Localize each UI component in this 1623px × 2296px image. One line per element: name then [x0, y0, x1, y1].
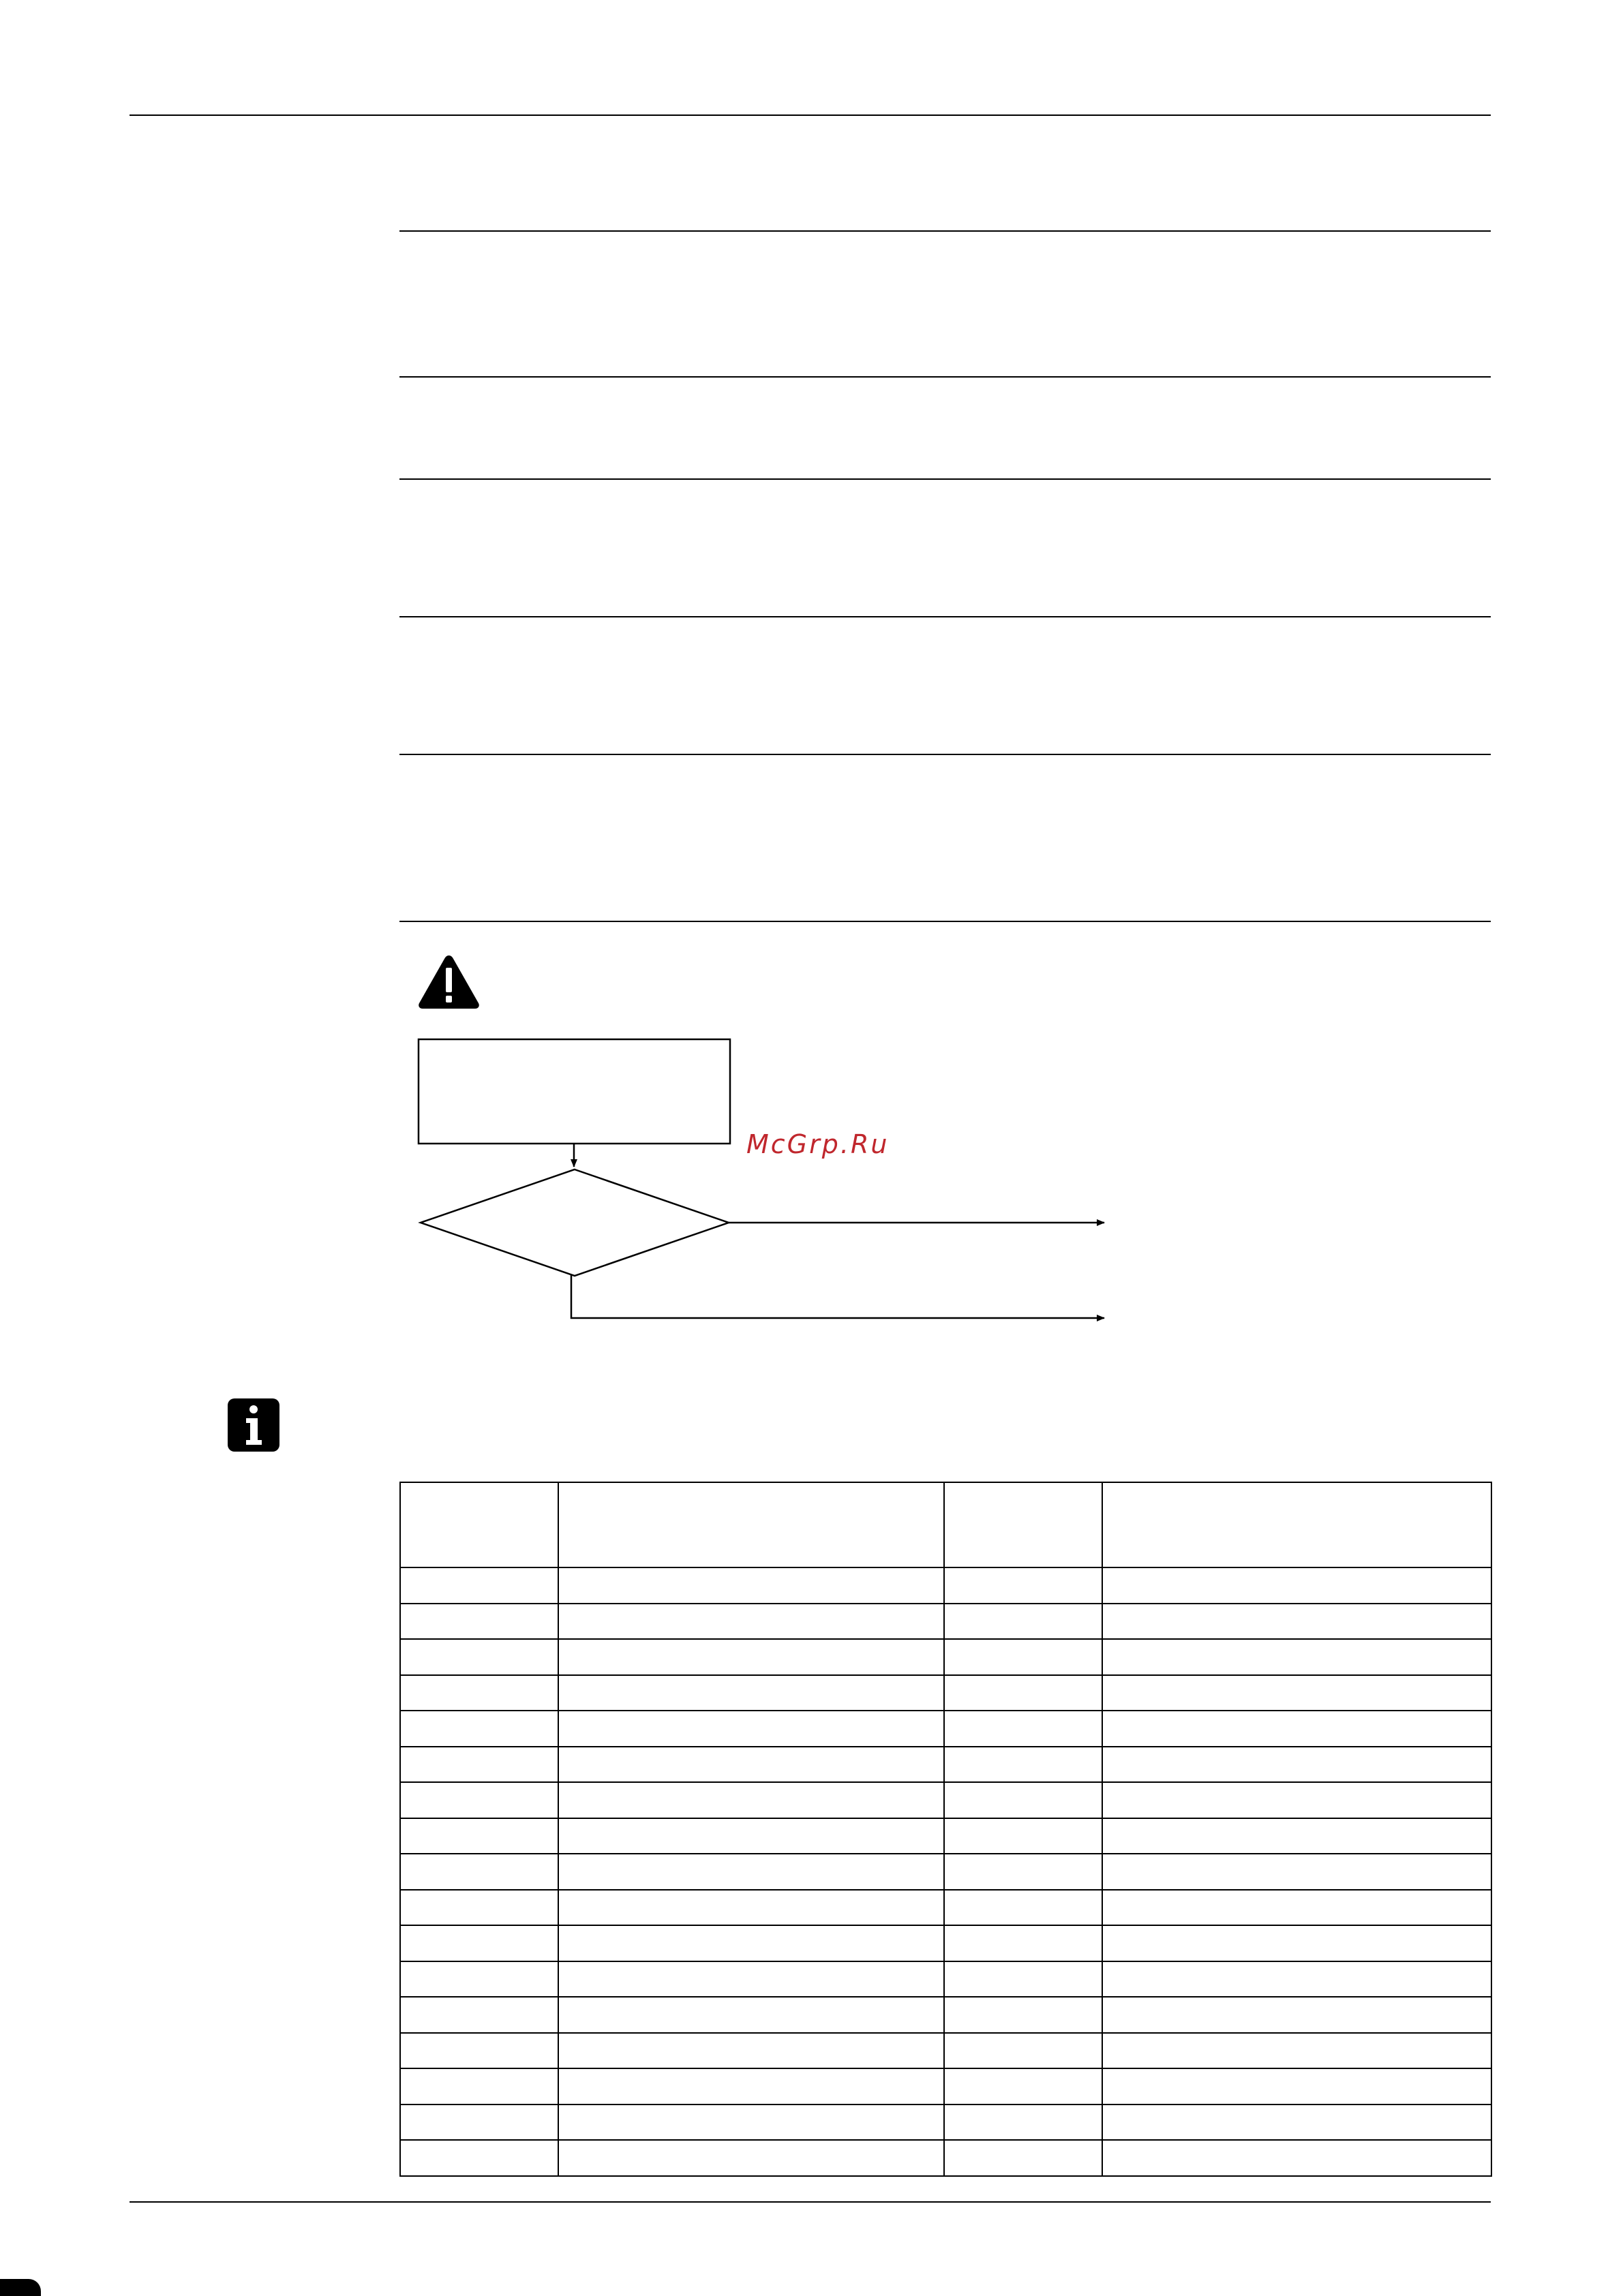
table-row: [400, 1818, 1491, 1854]
table-header-cell: [400, 1482, 558, 1567]
table-cell: [558, 1747, 944, 1783]
table-cell: [1102, 1925, 1491, 1961]
table-cell: [400, 1890, 558, 1926]
table-cell: [1102, 2068, 1491, 2104]
table-cell: [558, 1639, 944, 1675]
table-cell: [944, 1818, 1102, 1854]
table-cell: [558, 2033, 944, 2069]
table-cell: [558, 2068, 944, 2104]
table-cell: [400, 2140, 558, 2176]
flow-decision-diamond: [421, 1169, 729, 1276]
table-cell: [944, 2104, 1102, 2141]
table-row: [400, 1782, 1491, 1818]
table-cell: [944, 1854, 1102, 1890]
table-cell: [944, 1925, 1102, 1961]
table-cell: [1102, 1567, 1491, 1604]
table-row: [400, 2033, 1491, 2069]
table-cell: [400, 1747, 558, 1783]
table-cell: [944, 1639, 1102, 1675]
table-cell: [1102, 1818, 1491, 1854]
table-cell: [944, 2140, 1102, 2176]
table-cell: [400, 1854, 558, 1890]
table-cell: [558, 1782, 944, 1818]
table-cell: [1102, 1782, 1491, 1818]
page-corner-mark: [0, 2279, 41, 2296]
table-row: [400, 1925, 1491, 1961]
flow-process-box: [419, 1039, 730, 1144]
flow-connector: [571, 1274, 1104, 1318]
header-rule: [130, 114, 1491, 116]
table-row: [400, 2104, 1491, 2141]
table-row: [400, 1854, 1491, 1890]
info-icon: [228, 1398, 279, 1452]
table-cell: [1102, 1997, 1491, 2033]
table-cell: [944, 1961, 1102, 1997]
table-cell: [1102, 1747, 1491, 1783]
table-cell: [558, 1818, 944, 1854]
table-cell: [944, 2068, 1102, 2104]
section-divider: [399, 754, 1491, 755]
table-row: [400, 2140, 1491, 2176]
table-cell: [944, 1747, 1102, 1783]
data-table: [399, 1482, 1492, 2177]
section-divider: [399, 376, 1491, 378]
table-cell: [558, 1567, 944, 1604]
table-cell: [1102, 1890, 1491, 1926]
table-cell: [558, 1997, 944, 2033]
table-row: [400, 2068, 1491, 2104]
section-divider: [399, 230, 1491, 232]
table-row: [400, 1961, 1491, 1997]
table-cell: [1102, 1604, 1491, 1640]
table-cell: [400, 2033, 558, 2069]
table-cell: [400, 2104, 558, 2141]
table-cell: [1102, 1639, 1491, 1675]
table-cell: [400, 1782, 558, 1818]
table-cell: [1102, 1675, 1491, 1711]
table-row: [400, 1567, 1491, 1604]
table-cell: [400, 1961, 558, 1997]
table-cell: [400, 1997, 558, 2033]
table-cell: [400, 1925, 558, 1961]
table-cell: [944, 2033, 1102, 2069]
table-cell: [1102, 1711, 1491, 1747]
table-row: [400, 1675, 1491, 1711]
table-cell: [400, 1711, 558, 1747]
table-cell: [400, 1604, 558, 1640]
section-divider: [399, 478, 1491, 480]
table-cell: [558, 2140, 944, 2176]
table-cell: [558, 1925, 944, 1961]
watermark: McGrp.Ru: [746, 1129, 890, 1159]
table-cell: [400, 2068, 558, 2104]
section-divider: [399, 921, 1491, 922]
table-cell: [1102, 1854, 1491, 1890]
table-row: [400, 1747, 1491, 1783]
table-row: [400, 1604, 1491, 1640]
table-cell: [944, 1675, 1102, 1711]
table-cell: [944, 1890, 1102, 1926]
table-row: [400, 1711, 1491, 1747]
table-cell: [1102, 2104, 1491, 2141]
table-cell: [1102, 1961, 1491, 1997]
table-cell: [558, 1961, 944, 1997]
table-row: [400, 1890, 1491, 1926]
table-cell: [1102, 2140, 1491, 2176]
warning-triangle-icon: [417, 953, 481, 1010]
section-divider: [399, 616, 1491, 617]
table-cell: [400, 1675, 558, 1711]
table-cell: [400, 1567, 558, 1604]
table-header-cell: [558, 1482, 944, 1567]
table-cell: [558, 2104, 944, 2141]
table-cell: [400, 1639, 558, 1675]
table-cell: [944, 1997, 1102, 2033]
table-cell: [944, 1604, 1102, 1640]
table-cell: [944, 1711, 1102, 1747]
table-cell: [558, 1675, 944, 1711]
table-row: [400, 1997, 1491, 2033]
table-header-row: [400, 1482, 1491, 1567]
table-cell: [400, 1818, 558, 1854]
table-cell: [558, 1604, 944, 1640]
table-cell: [558, 1711, 944, 1747]
table-header-cell: [944, 1482, 1102, 1567]
table-cell: [558, 1890, 944, 1926]
table-cell: [944, 1782, 1102, 1818]
table-cell: [1102, 2033, 1491, 2069]
table-row: [400, 1639, 1491, 1675]
table-header-cell: [1102, 1482, 1491, 1567]
footer-rule: [130, 2201, 1491, 2203]
table-cell: [944, 1567, 1102, 1604]
table-cell: [558, 1854, 944, 1890]
